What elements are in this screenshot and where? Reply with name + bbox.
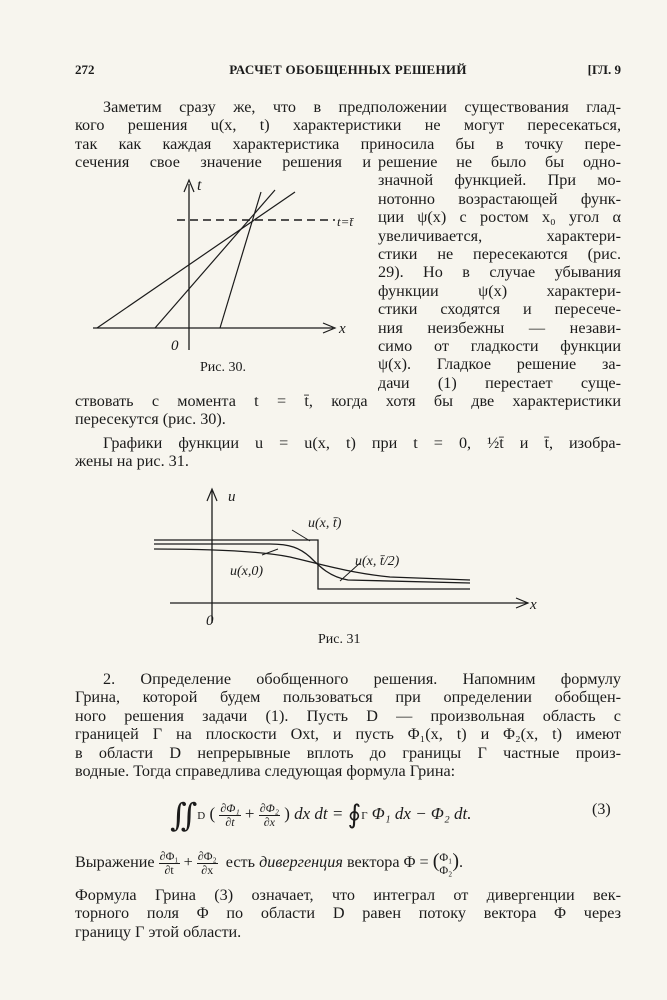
t-bar-label: t=t̄	[337, 214, 353, 229]
section-2-paragraph	[75, 670, 621, 780]
curve-u-x-0	[154, 549, 470, 580]
origin-label: 0	[171, 338, 179, 354]
paragraph-3	[75, 886, 621, 941]
paragraph-3-first-line: Выражение $\frac{\text{∂Φ₁}}{\partial t}$ + $\frac{\text{∂Φ₂}}{\partial x}$ есть дивергенция вектора Φ = ( Φ₁ Φ₂ ).	[75, 849, 464, 877]
fraction: $\frac{\text{∂Φ₂}}{\partial x}$	[197, 849, 217, 877]
text-line: ψ(x). Гладкое решение за-	[378, 355, 621, 374]
figure-31-caption: Рис. 31	[318, 632, 361, 647]
formula-rhs: Φ₁ dx − Φ₂ dt.	[371, 803, 472, 823]
x-axis-label: x	[339, 321, 346, 337]
text-line: границей Γ на плоскости Oxt, и пусть Φ₁(x, t) и Φ₂(x, t) имеют	[75, 725, 621, 744]
figure-30-caption: Рис. 30.	[200, 360, 246, 375]
text-line: пересекутся (рис. 30).	[75, 410, 226, 429]
text-line: увеличивается, характери-	[378, 226, 621, 245]
text-line: Грина, которой будем пользоваться при определении обобщен-	[75, 688, 621, 707]
text-line: Формула Грина (3) означает, что интеграл от дивергенции век-	[75, 886, 621, 904]
text-line: сечения свое значение решения и	[75, 153, 371, 171]
double-integral-sign: ∬	[170, 797, 198, 833]
characteristic-line	[97, 192, 295, 328]
contour-label: Γ	[361, 809, 368, 822]
text-line: ного решения задачи (1). Пусть D — произвольная область с	[75, 706, 621, 725]
formula-tail: dx dt =	[294, 803, 348, 823]
paragraph-1-tail	[75, 392, 621, 429]
text-line: значной функцией. При мо-	[378, 171, 621, 190]
text-line: дачи (1) перестает суще-	[378, 373, 621, 392]
fraction: $\frac{\text{∂Φ₂}}{\partial x}$	[259, 800, 279, 829]
text-line: нотонно возрастающей функ-	[378, 189, 621, 208]
text-line: Заметим сразу же, что в предположении существования глад-	[103, 98, 621, 116]
u-axis-label: u	[228, 489, 236, 505]
label-u-x-0: u(x,0)	[230, 564, 264, 579]
text-line: так как каждая характеристика приносила бы в точку пере-	[75, 134, 621, 153]
text-line: ции ψ(x) с ростом x₀ угол α	[378, 208, 621, 227]
paragraph-1-right-column	[378, 153, 621, 392]
text-line: торного поля Φ по области D равен потоку вектора Φ через	[75, 904, 621, 923]
text-line: стики сходятся и пересече-	[378, 300, 621, 319]
text-line: 29). Но в случае убывания	[378, 263, 621, 282]
text-line: функции ψ(x) характери-	[378, 281, 621, 300]
label-u-x-half-tbar: u(x, t̄/2)	[355, 554, 400, 569]
text-line: ния неизбежны — незави-	[378, 318, 621, 337]
text-line: стики не пересекаются (рис.	[378, 245, 621, 264]
integral-region-label: D	[197, 809, 206, 822]
text-line: Графики функции u = u(x, t) при t = 0, ½t̄ и t̄, изобра-	[103, 434, 621, 452]
label-u-x-tbar: u(x, t̄)	[308, 516, 342, 531]
green-formula: ∬D ( $\frac{\text{∂Φ₁}}{\partial t}$ + $\frac{\text{∂Φ₂}}{\partial x}$ ) dx dt = ∮Γ Φ₁ dx − Φ₂ dt.	[170, 797, 472, 833]
leader-line	[292, 530, 310, 541]
equation-number: (3)	[592, 801, 611, 818]
text-line: жены на рис. 31.	[75, 452, 189, 471]
text-line: кого решения u(x, t) характеристики не могут пересекаться,	[75, 116, 621, 135]
fraction: $\frac{\text{∂Φ₁}}{\partial t}$	[220, 800, 240, 829]
running-header	[75, 62, 621, 82]
paragraph-2	[75, 434, 621, 471]
figure-31	[150, 485, 540, 630]
x-axis-label: x	[530, 597, 537, 613]
text-line: в области D непрерывные вплоть до границы Γ частные произ-	[75, 743, 621, 762]
text-line: 2. Определение обобщенного решения. Напомним формулу	[103, 670, 621, 688]
text-line: ствовать с момента t = t̄, когда хотя бы две характеристики	[75, 392, 621, 410]
running-title: РАСЧЕТ ОБОБЩЕННЫХ РЕШЕНИЙ	[229, 62, 467, 77]
vector-column: Φ₁ Φ₂	[439, 849, 453, 877]
text-line: симо от гладкости функции	[378, 337, 621, 356]
fraction: $\frac{\text{∂Φ₁}}{\partial t}$	[159, 849, 179, 877]
paragraph-1-top	[75, 98, 621, 153]
characteristic-line	[220, 192, 261, 328]
page-number: 272	[75, 62, 95, 77]
characteristic-line	[155, 190, 275, 328]
text-line: границу Γ этой области.	[75, 922, 242, 941]
contour-integral-sign: ∮	[347, 800, 362, 829]
figure-30	[85, 170, 360, 355]
text-line: водные. Тогда справедлива следующая формула Грина:	[75, 762, 456, 781]
t-axis-label: t	[197, 177, 202, 194]
chapter-label: [ГЛ. 9	[587, 62, 621, 77]
paragraph-1-left-line	[75, 153, 371, 171]
origin-label: 0	[206, 613, 214, 629]
text-line: решение не было бы одно-	[378, 153, 621, 171]
